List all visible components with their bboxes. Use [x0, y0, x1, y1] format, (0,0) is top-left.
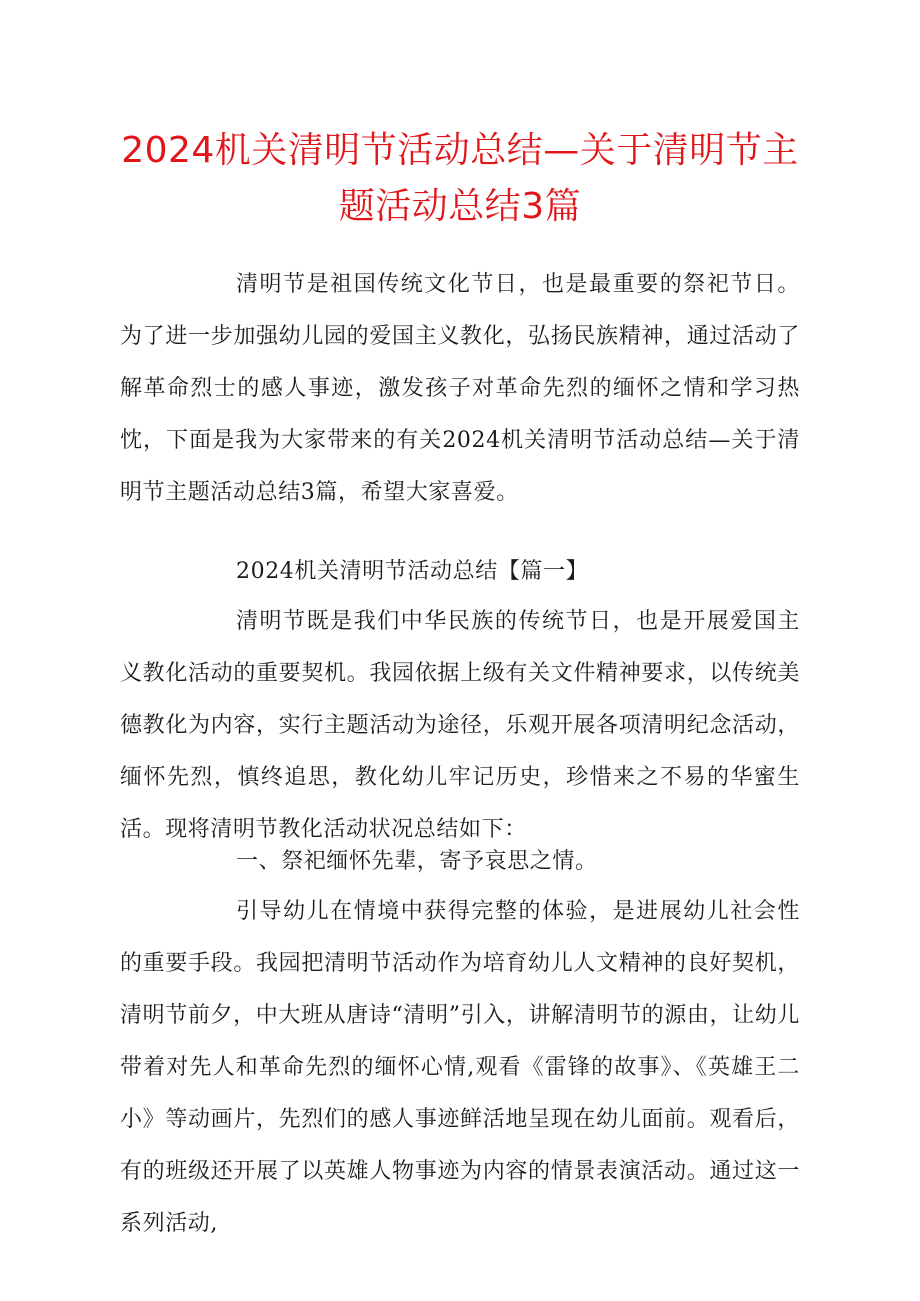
section-heading: 2024机关清明节活动总结【篇一】 — [236, 559, 589, 584]
point-heading: 一、祭祀缅怀先辈，寄予哀思之情。 — [236, 849, 598, 874]
point-paragraph: 引导幼儿在情境中获得完整的体验，是进展幼儿社会性的重要手段。我园把清明节活动作为培育幼儿人文精神的良好契机，清明节前夕，中大班从唐诗“清明”引入，讲解清明节的源由，让幼儿带着对先人和革命先烈的缅怀心情,观看《雷锋的故事》、《英雄王二小》等动画片，先烈们的感人事迹鲜活地呈现在幼儿面前。观看后，有的班级还开展了以英雄人物事迹为内容的情景表演活动。通过这一系列活动, — [120, 899, 800, 1236]
intro-paragraph: 清明节是祖国传统文化节日，也是最重要的祭祀节日。为了进一步加强幼儿园的爱国主义教化，弘扬民族精神，通过活动了解革命烈士的感人事迹，激发孩子对革命先烈的缅怀之情和学习热忱，下面是我为大家带来的有关2024机关清明节活动总结—关于清明节主题活动总结3篇，希望大家喜爱。 — [120, 272, 800, 505]
section-paragraph: 清明节既是我们中华民族的传统节日，也是开展爱国主义教化活动的重要契机。我园依据上级有关文件精神要求，以传统美德教化为内容，实行主题活动为途径，乐观开展各项清明纪念活动，缅怀先烈，慎终追思，教化幼儿牢记历史，珍惜来之不易的华蜜生活。现将清明节教化活动状况总结如下： — [120, 609, 800, 842]
document-title: 2024机关清明节活动总结—关于清明节主题活动总结3篇 — [121, 130, 799, 227]
